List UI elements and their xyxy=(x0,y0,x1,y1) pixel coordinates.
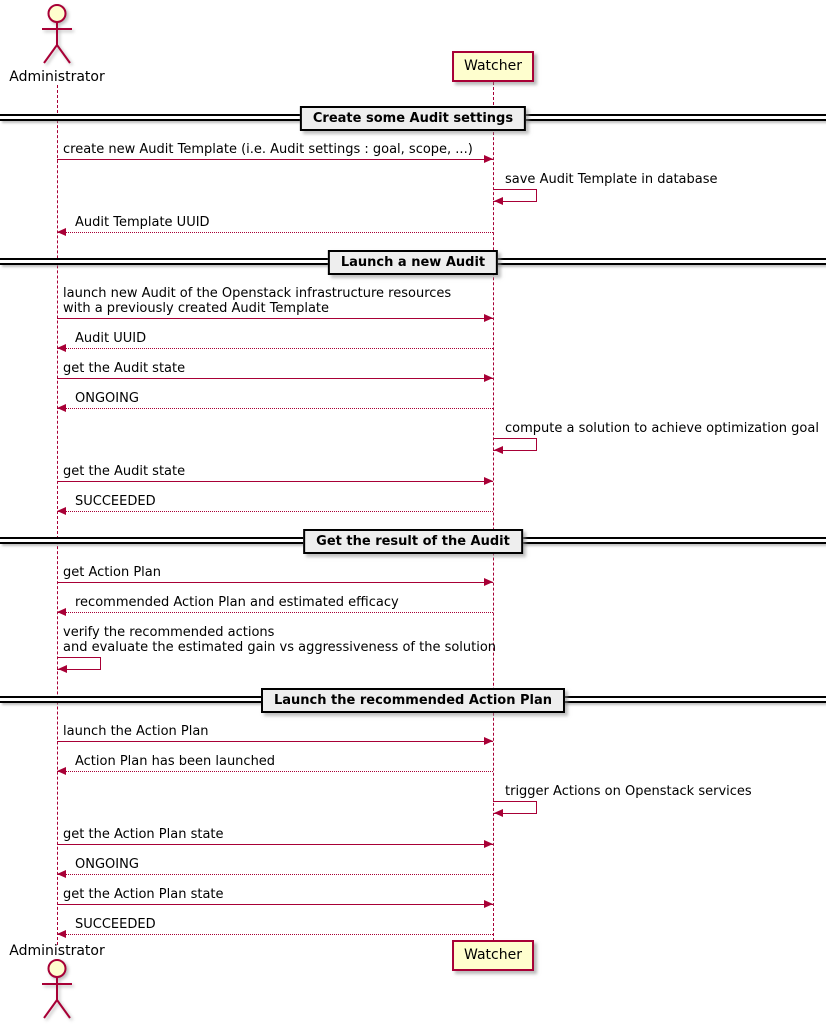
arrowhead-left xyxy=(57,404,66,412)
message-arrow-line xyxy=(57,582,493,583)
message-arrow-line xyxy=(57,481,493,482)
message-arrow-line xyxy=(57,318,493,319)
arrowhead-left xyxy=(57,608,66,616)
return-arrow-line xyxy=(57,612,493,613)
return-arrow-line xyxy=(57,408,493,409)
arrowhead-left xyxy=(57,507,66,515)
watcher-box-bottom: Watcher xyxy=(452,940,534,971)
arrowhead-left xyxy=(494,197,503,205)
administrator-label-top: Administrator xyxy=(9,69,105,85)
self-message-label: compute a solution to achieve optimization goal xyxy=(505,421,819,436)
message-label: Audit UUID xyxy=(75,331,147,346)
arrowhead-right xyxy=(484,578,493,586)
arrowhead-left xyxy=(57,930,66,938)
administrator-actor-icon-bottom xyxy=(35,958,79,1024)
self-message-label: trigger Actions on Openstack services xyxy=(505,784,752,799)
message-label: ONGOING xyxy=(75,391,139,406)
watcher-box-top: Watcher xyxy=(452,51,534,82)
arrowhead-left xyxy=(57,870,66,878)
message-label: get Action Plan xyxy=(63,565,161,580)
return-arrow-line xyxy=(57,771,493,772)
message-label: recommended Action Plan and estimated efficacy xyxy=(75,595,399,610)
arrowhead-left xyxy=(57,344,66,352)
arrowhead-left xyxy=(57,767,66,775)
message-arrow-line xyxy=(57,741,493,742)
message-label: create new Audit Template (i.e. Audit settings : goal, scope, ...) xyxy=(63,142,473,157)
arrowhead-left xyxy=(494,446,503,454)
arrowhead-left xyxy=(57,228,66,236)
divider-title: Launch the recommended Action Plan xyxy=(261,688,565,713)
divider-title: Get the result of the Audit xyxy=(303,529,523,554)
arrowhead-right xyxy=(484,840,493,848)
return-arrow-line xyxy=(57,348,493,349)
message-arrow-line xyxy=(57,378,493,379)
message-label: get the Action Plan state xyxy=(63,887,224,902)
administrator-lifeline xyxy=(57,85,58,945)
self-message-label: verify the recommended actions xyxy=(63,625,275,640)
message-label: SUCCEEDED xyxy=(75,494,156,509)
message-label: with a previously created Audit Template xyxy=(63,301,330,316)
divider-title: Launch a new Audit xyxy=(328,250,498,275)
return-arrow-line xyxy=(57,511,493,512)
administrator-actor-icon xyxy=(35,3,79,69)
arrowhead-right xyxy=(484,155,493,163)
message-label: ONGOING xyxy=(75,857,139,872)
arrowhead-right xyxy=(484,374,493,382)
message-arrow-line xyxy=(57,844,493,845)
administrator-label-bottom: Administrator xyxy=(9,943,105,959)
arrowhead-right xyxy=(484,477,493,485)
message-label: launch the Action Plan xyxy=(63,724,209,739)
arrowhead-right xyxy=(484,900,493,908)
arrowhead-left xyxy=(58,665,67,673)
arrowhead-right xyxy=(484,737,493,745)
message-arrow-line xyxy=(57,904,493,905)
message-label: get the Audit state xyxy=(63,361,186,376)
return-arrow-line xyxy=(57,934,493,935)
message-label: launch new Audit of the Openstack infrastructure resources xyxy=(63,286,452,301)
arrowhead-right xyxy=(484,314,493,322)
message-label: SUCCEEDED xyxy=(75,917,156,932)
return-arrow-line xyxy=(57,232,493,233)
message-label: Audit Template UUID xyxy=(75,215,210,230)
message-label: Action Plan has been launched xyxy=(75,754,276,769)
return-arrow-line xyxy=(57,874,493,875)
message-arrow-line xyxy=(57,159,493,160)
self-message-label: save Audit Template in database xyxy=(505,172,718,187)
message-label: get the Audit state xyxy=(63,464,186,479)
message-label: get the Action Plan state xyxy=(63,827,224,842)
divider-title: Create some Audit settings xyxy=(300,106,526,131)
self-message-label: and evaluate the estimated gain vs aggressiveness of the solution xyxy=(63,640,497,655)
arrowhead-left xyxy=(494,809,503,817)
